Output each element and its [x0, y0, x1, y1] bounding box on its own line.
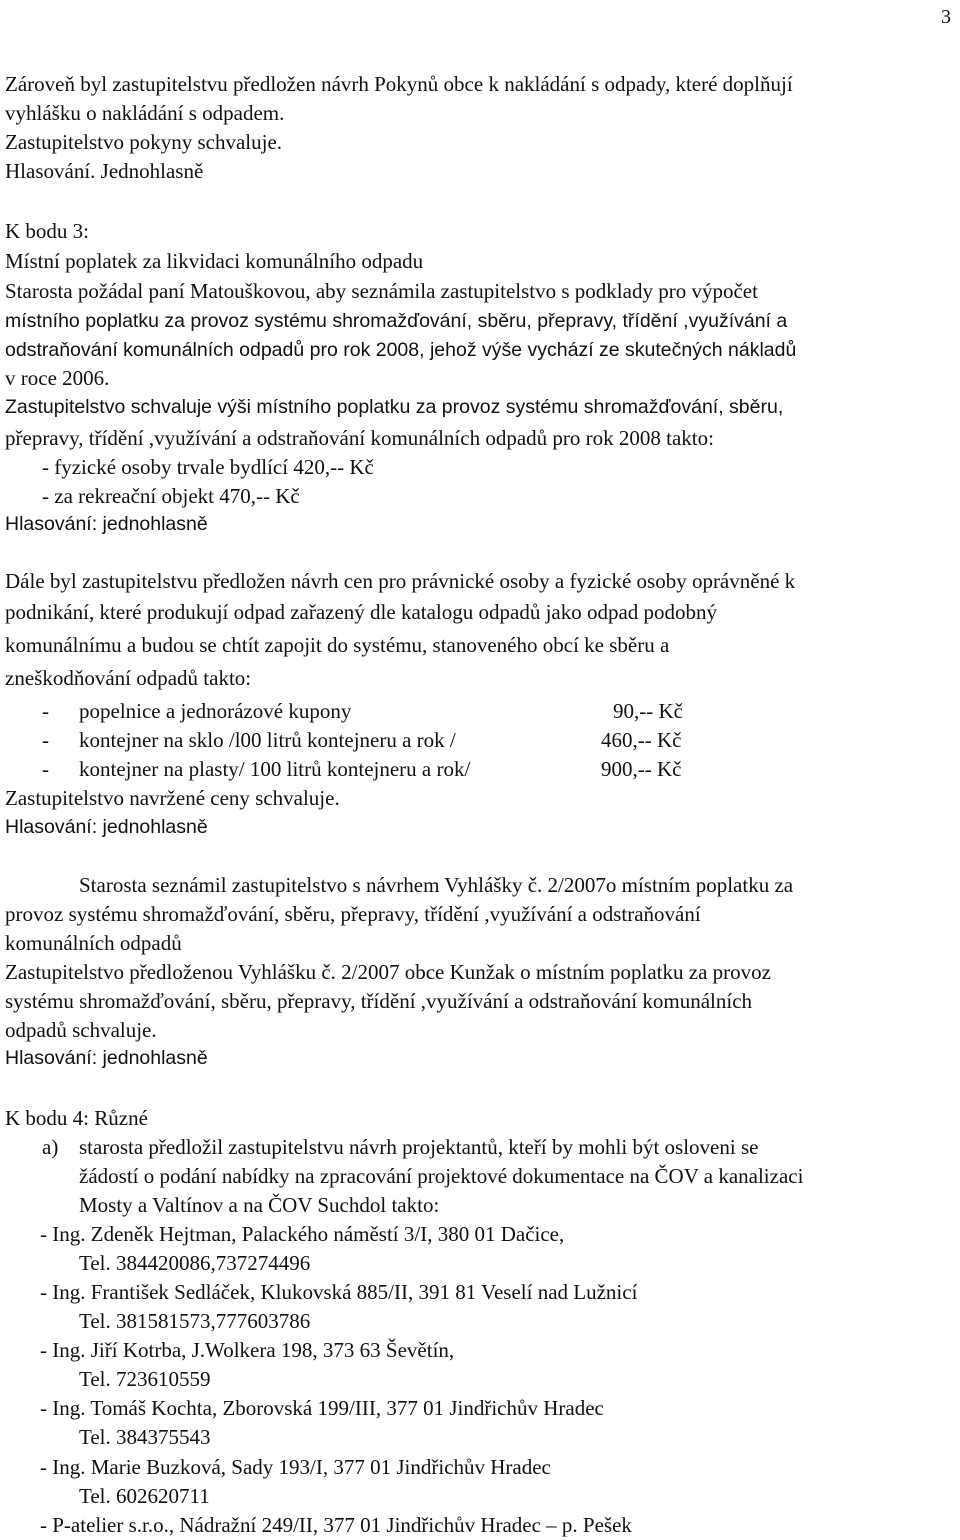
text-line: Starosta požádal paní Matouškovou, aby seznámila zastupitelstvo s podklady pro výpočet	[5, 279, 758, 303]
text-line: žádostí o podání nabídky na zpracování projektové dokumentace na ČOV a kanalizaci	[79, 1164, 804, 1188]
price-list-dash: -	[42, 728, 49, 752]
price-list-item: kontejner na sklo /l00 litrů kontejneru a rok /	[79, 728, 456, 752]
text-line: komunálních odpadů	[5, 931, 182, 955]
section-heading: K bodu 4: Různé	[5, 1106, 148, 1130]
phone-line: Tel. 381581573,777603786	[79, 1309, 311, 1333]
phone-line: Tel. 602620711	[79, 1484, 210, 1508]
price-list-item: popelnice a jednorázové kupony	[79, 699, 352, 723]
list-item: - Ing. Tomáš Kochta, Zborovská 199/III, 377 01 Jindřichův Hradec	[40, 1396, 604, 1420]
list-item: - Ing. František Sedláček, Klukovská 885/II, 391 81 Veselí nad Lužnicí	[40, 1280, 638, 1304]
text-line: Místní poplatek za likvidaci komunálního odpadu	[5, 249, 424, 273]
price-list-dash: -	[42, 757, 49, 781]
list-item: - za rekreační objekt 470,-- Kč	[42, 484, 300, 508]
text-line: Zastupitelstvo předloženou Vyhlášku č. 2/2007 obce Kunžak o místním poplatku za provoz	[5, 960, 771, 984]
phone-line: Tel. 384375543	[79, 1425, 211, 1449]
text-line: podnikání, které produkují odpad zařazený dle katalogu odpadů jako odpad podobný	[5, 600, 718, 624]
text-line: Dále byl zastupitelstvu předložen návrh cen pro právnické osoby a fyzické osoby oprávněné k	[5, 569, 796, 593]
list-item: - Ing. Zdeněk Hejtman, Palackého náměstí 3/I, 380 01 Dačice,	[40, 1222, 565, 1246]
text-line: Hlasování. Jednohlasně	[5, 159, 204, 183]
price-list-dash: -	[42, 699, 49, 723]
text-line: Zároveň byl zastupitelstvu předložen návrh Pokynů obce k nakládání s odpady, které doplňují	[5, 72, 793, 96]
price-list-item: kontejner na plasty/ 100 litrů kontejneru a rok/	[79, 757, 471, 781]
text-line: provoz systému shromažďování, sběru, přepravy, třídění ,využívání a odstraňování	[5, 902, 701, 926]
text-line: Starosta seznámil zastupitelstvo s návrhem Vyhlášky č. 2/2007o místním poplatku za	[79, 873, 794, 897]
text-line: systému shromažďování, sběru, přepravy, třídění ,využívání a odstraňování komunálních	[5, 989, 753, 1013]
text-line: v roce 2006.	[5, 366, 110, 390]
text-line: Zastupitelstvo pokyny schvaluje.	[5, 130, 283, 154]
price-list-price: 900,-- Kč	[601, 757, 682, 781]
text-line: Mosty a Valtínov a na ČOV Suchdol takto:	[79, 1193, 440, 1217]
vote-result: Hlasování: jednohlasně	[5, 816, 208, 838]
phone-line: Tel. 723610559	[79, 1367, 211, 1391]
text-line: Zastupitelstvo schvaluje výši místního poplatku za provoz systému shromažďování, sběru,	[5, 396, 784, 418]
text-line: vyhlášku o nakládání s odpadem.	[5, 101, 285, 125]
vote-result: Hlasování: jednohlasně	[5, 1047, 208, 1069]
list-item: - P-atelier s.r.o., Nádražní 249/II, 377 01 Jindřichův Hradec – p. Pešek	[40, 1513, 632, 1537]
text-line: zneškodňování odpadů takto:	[5, 666, 252, 690]
text-line: odpadů schvaluje.	[5, 1018, 157, 1042]
text-line: Zastupitelstvo navržené ceny schvaluje.	[5, 786, 340, 810]
section-heading: K bodu 3:	[5, 219, 89, 243]
price-list-price: 90,-- Kč	[613, 699, 683, 723]
text-line: místního poplatku za provoz systému shromažďování, sběru, přepravy, třídění ,využívání a	[5, 310, 788, 332]
phone-line: Tel. 384420086,737274496	[79, 1251, 311, 1275]
list-item: - Ing. Jiří Kotrba, J.Wolkera 198, 373 63 Ševětín,	[40, 1338, 455, 1362]
list-item: - fyzické osoby trvale bydlící 420,-- Kč	[42, 455, 374, 479]
text-line: odstraňování komunálních odpadů pro rok 2008, jehož výše vychází ze skutečných nákladů	[5, 339, 797, 361]
list-item: - Ing. Marie Buzková, Sady 193/I, 377 01 Jindřichův Hradec	[40, 1455, 551, 1479]
page-number: 3	[941, 6, 951, 28]
price-list-price: 460,-- Kč	[601, 728, 682, 752]
text-line: starosta předložil zastupitelstvu návrh projektantů, kteří by mohli být osloveni se	[79, 1135, 759, 1159]
text-line: přepravy, třídění ,využívání a odstraňování komunálních odpadů pro rok 2008 takto:	[5, 426, 714, 450]
list-marker: a)	[42, 1135, 59, 1159]
vote-result: Hlasování: jednohlasně	[5, 513, 208, 535]
text-line: komunálnímu a budou se chtít zapojit do systému, stanoveného obcí ke sběru a	[5, 633, 670, 657]
